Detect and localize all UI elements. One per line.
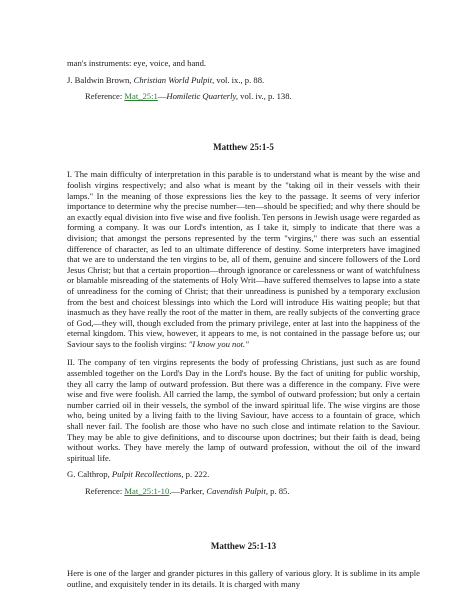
paragraph	[67, 169, 420, 349]
paragraph-quote: "I know you not."	[188, 338, 249, 349]
reference-title: Homiletic Quarterly,	[166, 91, 238, 102]
paragraph: II. The company of ten virgins represents the body of professing Christians, just such as are found assembled together on the Lord's Day in the Lord's house. By the fact of uniting for public worship, they all carry the lamp of outward profession. But there was a difference in the company. Five were wise and five were foolish. All carried the lamp, the symbol of outward profession; but only a certain number carried oil in their vessels, the symbol of the inward spiritual life. The wise virgins are those who, being united by a living faith to the living Saviour, have access to a fountain of grace, which shall never fail. The foolish are those who have no such close and intimate relation to the Saviour. They may be able to give definitions, and to discourse upon doctrines; but their faith is dead, being without works. They have merely the lamp of outward profession, without the oil of the inward spiritual life.	[67, 357, 420, 463]
text-line: man's instruments: eye, voice, and hand.	[67, 58, 207, 68]
scripture-link[interactable]: Mat_25:1-10	[124, 486, 170, 496]
source-citation	[67, 469, 420, 480]
paragraph-text: I. The main difficulty of interpretation in this parable is to understand what is meant by the wise and foolish virgins respectively; and also what is meant by the "taking oil in their vessels with their lamps." In the meaning of those expressions lies the key to the passage. It seems of very inferior importance to determine why the precise number—ten—should be specified; and why there should be an exactly equal division into five wise and five foolish. Ten persons in Jewish usage were regarded as forming a company. It was our Lord's intention, as I take it, simply to indicate that there was a division; that amongst the persons represented by the term "virgins," there was such an essential difference of character, as led to an ultimate difference of destiny. Some interpreters have imagined that we are to understand the ten virgins to be, all of them, genuine and sincere followers of the Lord Jesus Christ; but that a certain proportion—through ignorance or carelessness or want of watchfulness or blamable misreading of the statements of Holy Writ—have suffered themselves to lapse into a state of unreadiness for the coming of Christ; that their unreadiness is punished by a temporary exclusion from the best and choicest blessings into which the Lord will introduce His waiting people; but that inasmuch as they have really the root of the matter in them, are really subjects of the converting grace of God,—they will, though excluded from the primary privilege, enter at last into the happiness of the eternal kingdom. This view, however, it appears to me, is not contained in the passage before us; our Saviour says to the foolish virgins:	[67, 169, 420, 349]
section-heading: Matthew 25:1-5	[213, 141, 274, 152]
citation-detail: vol. ix., p. 88.	[216, 74, 265, 85]
source-title: Pulpit Recollections,	[111, 469, 184, 480]
reference-line	[67, 486, 420, 497]
reference-separator: .—Parker,	[169, 486, 205, 496]
section-heading: Matthew 25:1-13	[210, 540, 277, 551]
reference-separator: —	[157, 91, 167, 102]
scripture-link[interactable]: Mat_25:1	[124, 91, 158, 102]
citation-title: Christian World Pulpit,	[133, 74, 215, 85]
citation-author: J. Baldwin Brown,	[67, 74, 132, 85]
paragraph: Here is one of the larger and grander pictures in this gallery of various glory. It is sublime in its ample outline, and exquisitely tender in its details. It is charged with many	[67, 568, 420, 589]
reference-detail: vol. iv., p. 138.	[240, 91, 292, 102]
reference-detail: p. 85.	[270, 486, 290, 496]
reference-label: Reference:	[85, 91, 123, 102]
source-detail: p. 222.	[185, 469, 210, 480]
reference-title: Cavendish Pulpit,	[206, 486, 268, 496]
citation	[67, 75, 420, 86]
source-author: G. Calthrop,	[67, 469, 110, 480]
reference-line	[67, 91, 420, 102]
reference-label: Reference:	[85, 486, 123, 496]
